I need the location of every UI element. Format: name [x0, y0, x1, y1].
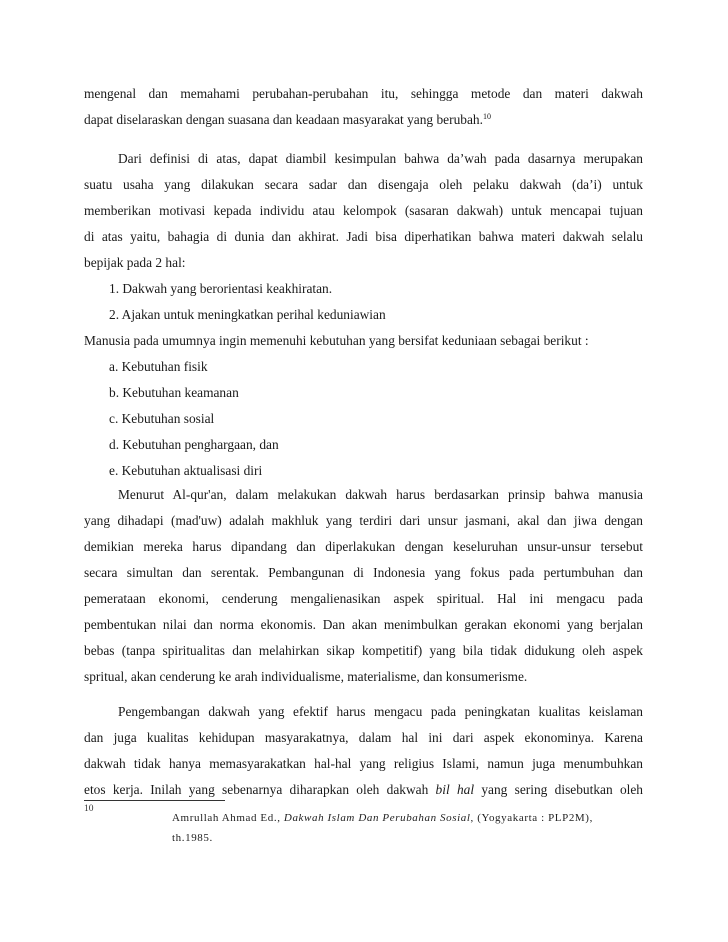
text-line: mengenal dan memahami perubahan-perubahan itu, sehingga metode dan materi dakwah — [84, 86, 643, 101]
footnote-reference[interactable]: 10 — [482, 112, 491, 121]
footnote-author: Amrullah Ahmad Ed., — [172, 812, 284, 824]
text-line: bepijak pada 2 hal: — [84, 255, 186, 270]
text-segment: yang sering disebutkan oleh — [474, 782, 643, 797]
footnote-number: 10 — [84, 804, 94, 814]
list-item: 2. Ajakan untuk meningkatkan perihal keduniawian — [109, 307, 386, 322]
footnote-text — [172, 808, 593, 828]
text-line: Dari definisi di atas, dapat diambil kesimpulan bahwa da’wah pada dasarnya merupakan — [118, 151, 643, 166]
list-item: d. Kebutuhan penghargaan, dan — [109, 437, 279, 452]
paragraph-2 — [84, 146, 643, 484]
text-line: Pengembangan dakwah yang efektif harus mengacu pada peningkatan kualitas keislaman — [118, 704, 643, 719]
text-line: Manusia pada umumnya ingin memenuhi kebutuhan yang bersifat keduniaan sebagai berikut : — [84, 333, 589, 348]
text-line: pemerataan ekonomi, cenderung mengalienasikan aspek spiritual. Hal ini mengacu pada — [84, 591, 643, 606]
paragraph-3 — [84, 482, 643, 690]
footnote-publisher: , (Yogyakarta : PLP2M), — [470, 812, 593, 824]
text-line: yang dihadapi (mad'uw) adalah makhluk yang terdiri dari unsur jasmani, akal dan jiwa dengan — [84, 513, 643, 528]
text-line: spritual, akan cenderung ke arah individualisme, materialisme, dan konsumerisme. — [84, 669, 528, 684]
text-line: memberikan motivasi kepada individu atau kelompok (sasaran dakwah) untuk mencapai tujuan — [84, 203, 643, 218]
text-line-content: dapat diselaraskan dengan suasana dan keadaan masyarakat yang berubah. — [84, 112, 483, 127]
text-line: suatu usaha yang dilakukan secara sadar dan disengaja oleh pelaku dakwah (da’i) untuk — [84, 177, 643, 192]
text-segment: etos kerja. Inilah yang sebenarnya diharapkan oleh dakwah — [84, 782, 436, 797]
paragraph-1 — [84, 81, 643, 133]
paragraph-4 — [84, 699, 643, 803]
text-line: dakwah tidak hanya memasyarakatkan hal-hal yang religius Islami, namun juga menumbuhkan — [84, 756, 643, 771]
text-line: Menurut Al-qur'an, dalam melakukan dakwah harus berdasarkan prinsip bahwa manusia — [118, 487, 643, 502]
list-item: b. Kebutuhan keamanan — [109, 385, 239, 400]
text-line: demikian mereka harus dipandang dan diperlakukan dengan keseluruhan unsur-unsur tersebut — [84, 539, 643, 554]
list-item: a. Kebutuhan fisik — [109, 359, 208, 374]
text-line: bebas (tanpa spiritualitas dan melahirkan sikap kompetitif) yang bila tidak didukung oleh aspek — [84, 643, 643, 658]
list-item: e. Kebutuhan aktualisasi diri — [109, 463, 263, 478]
text-line — [84, 107, 643, 133]
italic-term: bil hal — [435, 782, 475, 797]
footnote-separator — [84, 800, 225, 801]
text-line: secara simultan dan serentak. Pembangunan di Indonesia yang fokus pada pertumbuhan dan — [84, 565, 643, 580]
footnote-title: Dakwah Islam Dan Perubahan Sosial — [283, 812, 471, 824]
list-item: c. Kebutuhan sosial — [109, 411, 215, 426]
footnote-year: th.1985. — [172, 832, 213, 844]
text-line: di atas yaitu, bahagia di dunia dan akhirat. Jadi bisa diperhatikan bahwa materi dakwah selalu — [84, 229, 643, 244]
text-line: dan juga kualitas kehidupan masyarakatnya, dalam hal ini dari aspek ekonominya. Karena — [84, 730, 643, 745]
list-item: 1. Dakwah yang berorientasi keakhiratan. — [109, 281, 333, 296]
text-line: pembentukan nilai dan norma ekonomis. Dan akan menimbulkan gerakan ekonomi yang berjalan — [84, 617, 643, 632]
